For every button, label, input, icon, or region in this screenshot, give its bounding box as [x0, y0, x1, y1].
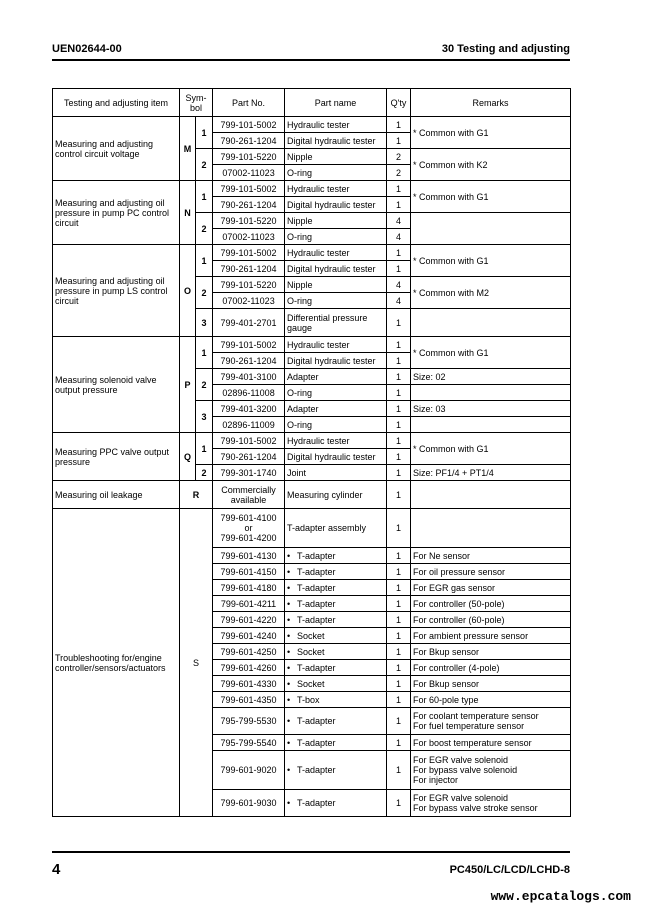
part-name-cell: Digital hydraulic tester	[285, 353, 387, 369]
bullet-icon: •	[287, 694, 291, 705]
symbol-cell: O	[180, 245, 196, 337]
part-name-cell: Joint	[285, 465, 387, 481]
sub-cell: 1	[196, 117, 213, 149]
part-no-cell: 799-601-4260	[213, 660, 285, 676]
part-no-cell: 795-799-5540	[213, 735, 285, 751]
symbol-cell: N	[180, 181, 196, 245]
table-row	[53, 337, 571, 353]
part-name-cell: Digital hydraulic tester	[285, 261, 387, 277]
item-cell: Measuring and adjusting oil pressure in pump LS control circuit	[53, 245, 180, 337]
part-name-text: T-adapter	[297, 598, 336, 609]
part-no-cell: 799-601-4180	[213, 580, 285, 596]
part-name-cell: Adapter	[285, 369, 387, 385]
qty-cell: 1	[387, 790, 411, 817]
remarks-cell: For controller (60-pole)	[411, 612, 571, 628]
part-no-cell: 799-601-4220	[213, 612, 285, 628]
remarks-line: For bypass valve stroke sensor	[413, 803, 538, 813]
part-no-cell: 02896-11008	[213, 385, 285, 401]
remarks-cell	[411, 751, 571, 790]
qty-cell: 2	[387, 149, 411, 165]
remarks-cell: * Common with G1	[411, 245, 571, 277]
part-no-cell: 799-101-5220	[213, 149, 285, 165]
remarks-cell: For boost temperature sensor	[411, 735, 571, 751]
col-part-no: Part No.	[213, 89, 285, 117]
bullet-icon: •	[287, 678, 291, 689]
bullet-icon: •	[287, 550, 291, 561]
bullet-icon: •	[287, 798, 291, 808]
part-no-cell: 799-101-5220	[213, 277, 285, 293]
remarks-cell: For 60-pole type	[411, 692, 571, 708]
item-cell: Measuring solenoid valve output pressure	[53, 337, 180, 433]
part-name-text: T-box	[297, 694, 320, 705]
page-number: 4	[52, 861, 61, 878]
part-name-cell: Digital hydraulic tester	[285, 197, 387, 213]
part-name-cell	[285, 751, 387, 790]
bullet-icon: •	[287, 614, 291, 625]
qty-cell: 1	[387, 548, 411, 564]
remarks-cell	[411, 481, 571, 509]
part-name-text: T-adapter	[297, 550, 336, 561]
part-name-cell: O-ring	[285, 385, 387, 401]
qty-cell: 1	[387, 692, 411, 708]
qty-cell: 1	[387, 353, 411, 369]
remarks-cell	[411, 417, 571, 433]
bullet-icon: •	[287, 646, 291, 657]
part-no-cell: 790-261-1204	[213, 261, 285, 277]
remarks-cell: For EGR gas sensor	[411, 580, 571, 596]
item-cell: Measuring and adjusting oil pressure in pump PC control circuit	[53, 181, 180, 245]
part-name-cell	[285, 708, 387, 735]
header-rule	[52, 59, 570, 61]
qty-cell: 1	[387, 245, 411, 261]
symbol-cell: M	[180, 117, 196, 181]
part-name-cell: Hydraulic tester	[285, 433, 387, 449]
part-name-text: T-adapter	[297, 737, 336, 748]
sub-cell: 3	[196, 401, 213, 433]
remarks-line: For injector	[413, 775, 459, 785]
footer-rule	[52, 851, 570, 853]
remarks-cell	[411, 708, 571, 735]
table-row	[53, 181, 571, 197]
remarks-line: For coolant temperature sensor	[413, 711, 539, 721]
qty-cell: 1	[387, 181, 411, 197]
remarks-cell: * Common with G1	[411, 433, 571, 465]
part-no-cell: 07002-11023	[213, 293, 285, 309]
bullet-icon: •	[287, 582, 291, 593]
col-part-name: Part name	[285, 89, 387, 117]
bullet-icon: •	[287, 716, 291, 726]
sub-cell: 1	[196, 181, 213, 213]
part-name-cell: Differential pressure gauge	[285, 309, 387, 337]
sub-cell: 2	[196, 277, 213, 309]
bullet-icon: •	[287, 765, 291, 775]
part-name-text: Socket	[297, 630, 325, 641]
part-no-cell: 799-301-1740	[213, 465, 285, 481]
part-no-cell: 790-261-1204	[213, 449, 285, 465]
qty-cell: 4	[387, 213, 411, 229]
remarks-line: For EGR valve solenoid	[413, 755, 509, 765]
item-cell: Measuring and adjusting control circuit voltage	[53, 117, 180, 181]
qty-cell: 1	[387, 433, 411, 449]
remarks-cell: * Common with M2	[411, 277, 571, 309]
part-name-text: T-adapter	[297, 765, 336, 775]
bullet-icon: •	[287, 662, 291, 673]
part-name-text: T-adapter	[297, 716, 336, 726]
part-no-cell: 799-101-5002	[213, 433, 285, 449]
table-row	[53, 509, 571, 548]
qty-cell: 1	[387, 735, 411, 751]
part-name-cell: Digital hydraulic tester	[285, 133, 387, 149]
col-item: Testing and adjusting item	[53, 89, 180, 117]
part-name-cell: Hydraulic tester	[285, 245, 387, 261]
remarks-cell: * Common with K2	[411, 149, 571, 181]
part-name-cell	[285, 612, 387, 628]
qty-cell: 1	[387, 708, 411, 735]
part-name-text: Socket	[297, 646, 325, 657]
qty-cell: 1	[387, 417, 411, 433]
remarks-cell	[411, 309, 571, 337]
part-no-cell: 799-401-3100	[213, 369, 285, 385]
table-row	[53, 245, 571, 261]
part-no-cell: 799-101-5002	[213, 117, 285, 133]
part-no-a: 799-601-4100	[220, 513, 277, 523]
remarks-cell: * Common with G1	[411, 117, 571, 149]
part-name-cell: Hydraulic tester	[285, 337, 387, 353]
symbol-cell: S	[180, 509, 213, 817]
sub-cell: 1	[196, 245, 213, 277]
qty-cell: 1	[387, 660, 411, 676]
part-no-cell: 07002-11023	[213, 165, 285, 181]
part-no-cell: 799-401-3200	[213, 401, 285, 417]
qty-cell: 1	[387, 676, 411, 692]
part-no-cell: 799-101-5002	[213, 181, 285, 197]
tools-table	[52, 88, 571, 817]
part-no-or: or	[244, 523, 253, 533]
remarks-cell: * Common with G1	[411, 181, 571, 213]
qty-cell: 1	[387, 644, 411, 660]
qty-cell: 1	[387, 481, 411, 509]
part-name-cell	[285, 596, 387, 612]
qty-cell: 2	[387, 165, 411, 181]
qty-cell: 1	[387, 612, 411, 628]
qty-cell: 1	[387, 133, 411, 149]
remarks-line: For EGR valve solenoid	[413, 793, 509, 803]
remarks-cell	[411, 509, 571, 548]
remarks-line: For fuel temperature sensor	[413, 721, 525, 731]
part-name-cell: Nipple	[285, 149, 387, 165]
sub-cell: 2	[196, 213, 213, 245]
part-name-cell: O-ring	[285, 229, 387, 245]
part-no-cell: 799-601-9030	[213, 790, 285, 817]
bullet-icon: •	[287, 566, 291, 577]
part-name-cell: Digital hydraulic tester	[285, 449, 387, 465]
part-no-cell: 799-601-4350	[213, 692, 285, 708]
item-cell: Measuring oil leakage	[53, 481, 180, 509]
part-no-cell: 799-601-4240	[213, 628, 285, 644]
part-name-text: T-adapter	[297, 798, 336, 808]
symbol-cell: Q	[180, 433, 196, 481]
part-name-text: T-adapter	[297, 566, 336, 577]
part-name-cell	[285, 790, 387, 817]
part-name-cell: T-adapter assembly	[285, 509, 387, 548]
remarks-cell	[411, 213, 571, 245]
remarks-cell	[411, 385, 571, 401]
part-name-text: Socket	[297, 678, 325, 689]
model-name: PC450/LC/LCD/LCHD-8	[449, 864, 570, 876]
part-no-cell: 799-601-4130	[213, 548, 285, 564]
part-name-cell: Measuring cylinder	[285, 481, 387, 509]
col-remarks: Remarks	[411, 89, 571, 117]
remarks-cell: For controller (50-pole)	[411, 596, 571, 612]
item-cell: Troubleshooting for/engine controller/sensors/actuators	[53, 509, 180, 817]
part-no-b: 799-601-4200	[220, 533, 277, 543]
part-no-cell: 799-101-5002	[213, 245, 285, 261]
remarks-cell	[411, 790, 571, 817]
symbol-cell: R	[180, 481, 213, 509]
symbol-cell: P	[180, 337, 196, 433]
bullet-icon: •	[287, 630, 291, 641]
sub-cell: 1	[196, 433, 213, 465]
doc-code: UEN02644-00	[52, 43, 122, 55]
item-cell: Measuring PPC valve output pressure	[53, 433, 180, 481]
qty-cell: 1	[387, 337, 411, 353]
part-name-cell	[285, 660, 387, 676]
qty-cell: 1	[387, 751, 411, 790]
part-no-cell: Commercially available	[213, 481, 285, 509]
part-no-cell: 790-261-1204	[213, 197, 285, 213]
part-no-cell: 799-101-5220	[213, 213, 285, 229]
part-name-cell: O-ring	[285, 417, 387, 433]
qty-cell: 1	[387, 596, 411, 612]
website-watermark: www.epcatalogs.com	[490, 889, 631, 904]
part-name-cell	[285, 676, 387, 692]
remarks-cell: For Bkup sensor	[411, 644, 571, 660]
qty-cell: 1	[387, 564, 411, 580]
remarks-cell: Size: 03	[411, 401, 571, 417]
part-no-cell: 790-261-1204	[213, 353, 285, 369]
part-no-cell: 799-401-2701	[213, 309, 285, 337]
part-name-text: T-adapter	[297, 662, 336, 673]
part-no-cell: 799-601-4250	[213, 644, 285, 660]
part-no-cell: 799-601-4150	[213, 564, 285, 580]
qty-cell: 1	[387, 261, 411, 277]
qty-cell: 1	[387, 465, 411, 481]
part-no-cell: 799-101-5002	[213, 337, 285, 353]
part-no-cell: 799-601-4211	[213, 596, 285, 612]
part-no-cell: 07002-11023	[213, 229, 285, 245]
sub-cell: 2	[196, 369, 213, 401]
part-no-cell: 799-601-4330	[213, 676, 285, 692]
part-name-text: T-adapter	[297, 582, 336, 593]
qty-cell: 1	[387, 401, 411, 417]
remarks-cell: For oil pressure sensor	[411, 564, 571, 580]
table-row	[53, 117, 571, 133]
table-header-row	[53, 89, 571, 117]
sub-cell: 2	[196, 465, 213, 481]
part-name-cell: Nipple	[285, 277, 387, 293]
remarks-cell: For controller (4-pole)	[411, 660, 571, 676]
remarks-cell: For Ne sensor	[411, 548, 571, 564]
bullet-icon: •	[287, 598, 291, 609]
qty-cell: 1	[387, 509, 411, 548]
part-name-cell: Adapter	[285, 401, 387, 417]
qty-cell: 1	[387, 369, 411, 385]
part-name-cell	[285, 564, 387, 580]
part-name-cell: Hydraulic tester	[285, 181, 387, 197]
qty-cell: 1	[387, 628, 411, 644]
qty-cell: 4	[387, 293, 411, 309]
table-row	[53, 433, 571, 449]
part-name-cell	[285, 580, 387, 596]
part-name-cell: O-ring	[285, 165, 387, 181]
remarks-cell: For Bkup sensor	[411, 676, 571, 692]
part-name-cell	[285, 692, 387, 708]
part-name-cell: Nipple	[285, 213, 387, 229]
part-no-cell: 790-261-1204	[213, 133, 285, 149]
remarks-cell: For ambient pressure sensor	[411, 628, 571, 644]
part-name-cell: Hydraulic tester	[285, 117, 387, 133]
remarks-cell: Size: 02	[411, 369, 571, 385]
qty-cell: 4	[387, 277, 411, 293]
part-name-cell: O-ring	[285, 293, 387, 309]
part-name-cell	[285, 735, 387, 751]
section-title: 30 Testing and adjusting	[441, 43, 570, 55]
qty-cell: 1	[387, 385, 411, 401]
qty-cell: 1	[387, 449, 411, 465]
table-row	[53, 481, 571, 509]
bullet-icon: •	[287, 737, 291, 748]
part-no-cell: 799-601-9020	[213, 751, 285, 790]
part-name-text: T-adapter	[297, 614, 336, 625]
remarks-cell: * Common with G1	[411, 337, 571, 369]
part-name-cell	[285, 644, 387, 660]
part-no-cell: 795-799-5530	[213, 708, 285, 735]
col-qty: Q'ty	[387, 89, 411, 117]
col-symbol: Sym-bol	[180, 89, 213, 117]
part-no-cell	[213, 509, 285, 548]
part-no-cell: 02896-11009	[213, 417, 285, 433]
qty-cell: 1	[387, 197, 411, 213]
sub-cell: 2	[196, 149, 213, 181]
qty-cell: 1	[387, 309, 411, 337]
sub-cell: 1	[196, 337, 213, 369]
qty-cell: 1	[387, 117, 411, 133]
remarks-cell: Size: PF1/4 + PT1/4	[411, 465, 571, 481]
part-name-cell	[285, 628, 387, 644]
part-name-cell	[285, 548, 387, 564]
qty-cell: 4	[387, 229, 411, 245]
qty-cell: 1	[387, 580, 411, 596]
sub-cell: 3	[196, 309, 213, 337]
remarks-line: For bypass valve solenoid	[413, 765, 518, 775]
